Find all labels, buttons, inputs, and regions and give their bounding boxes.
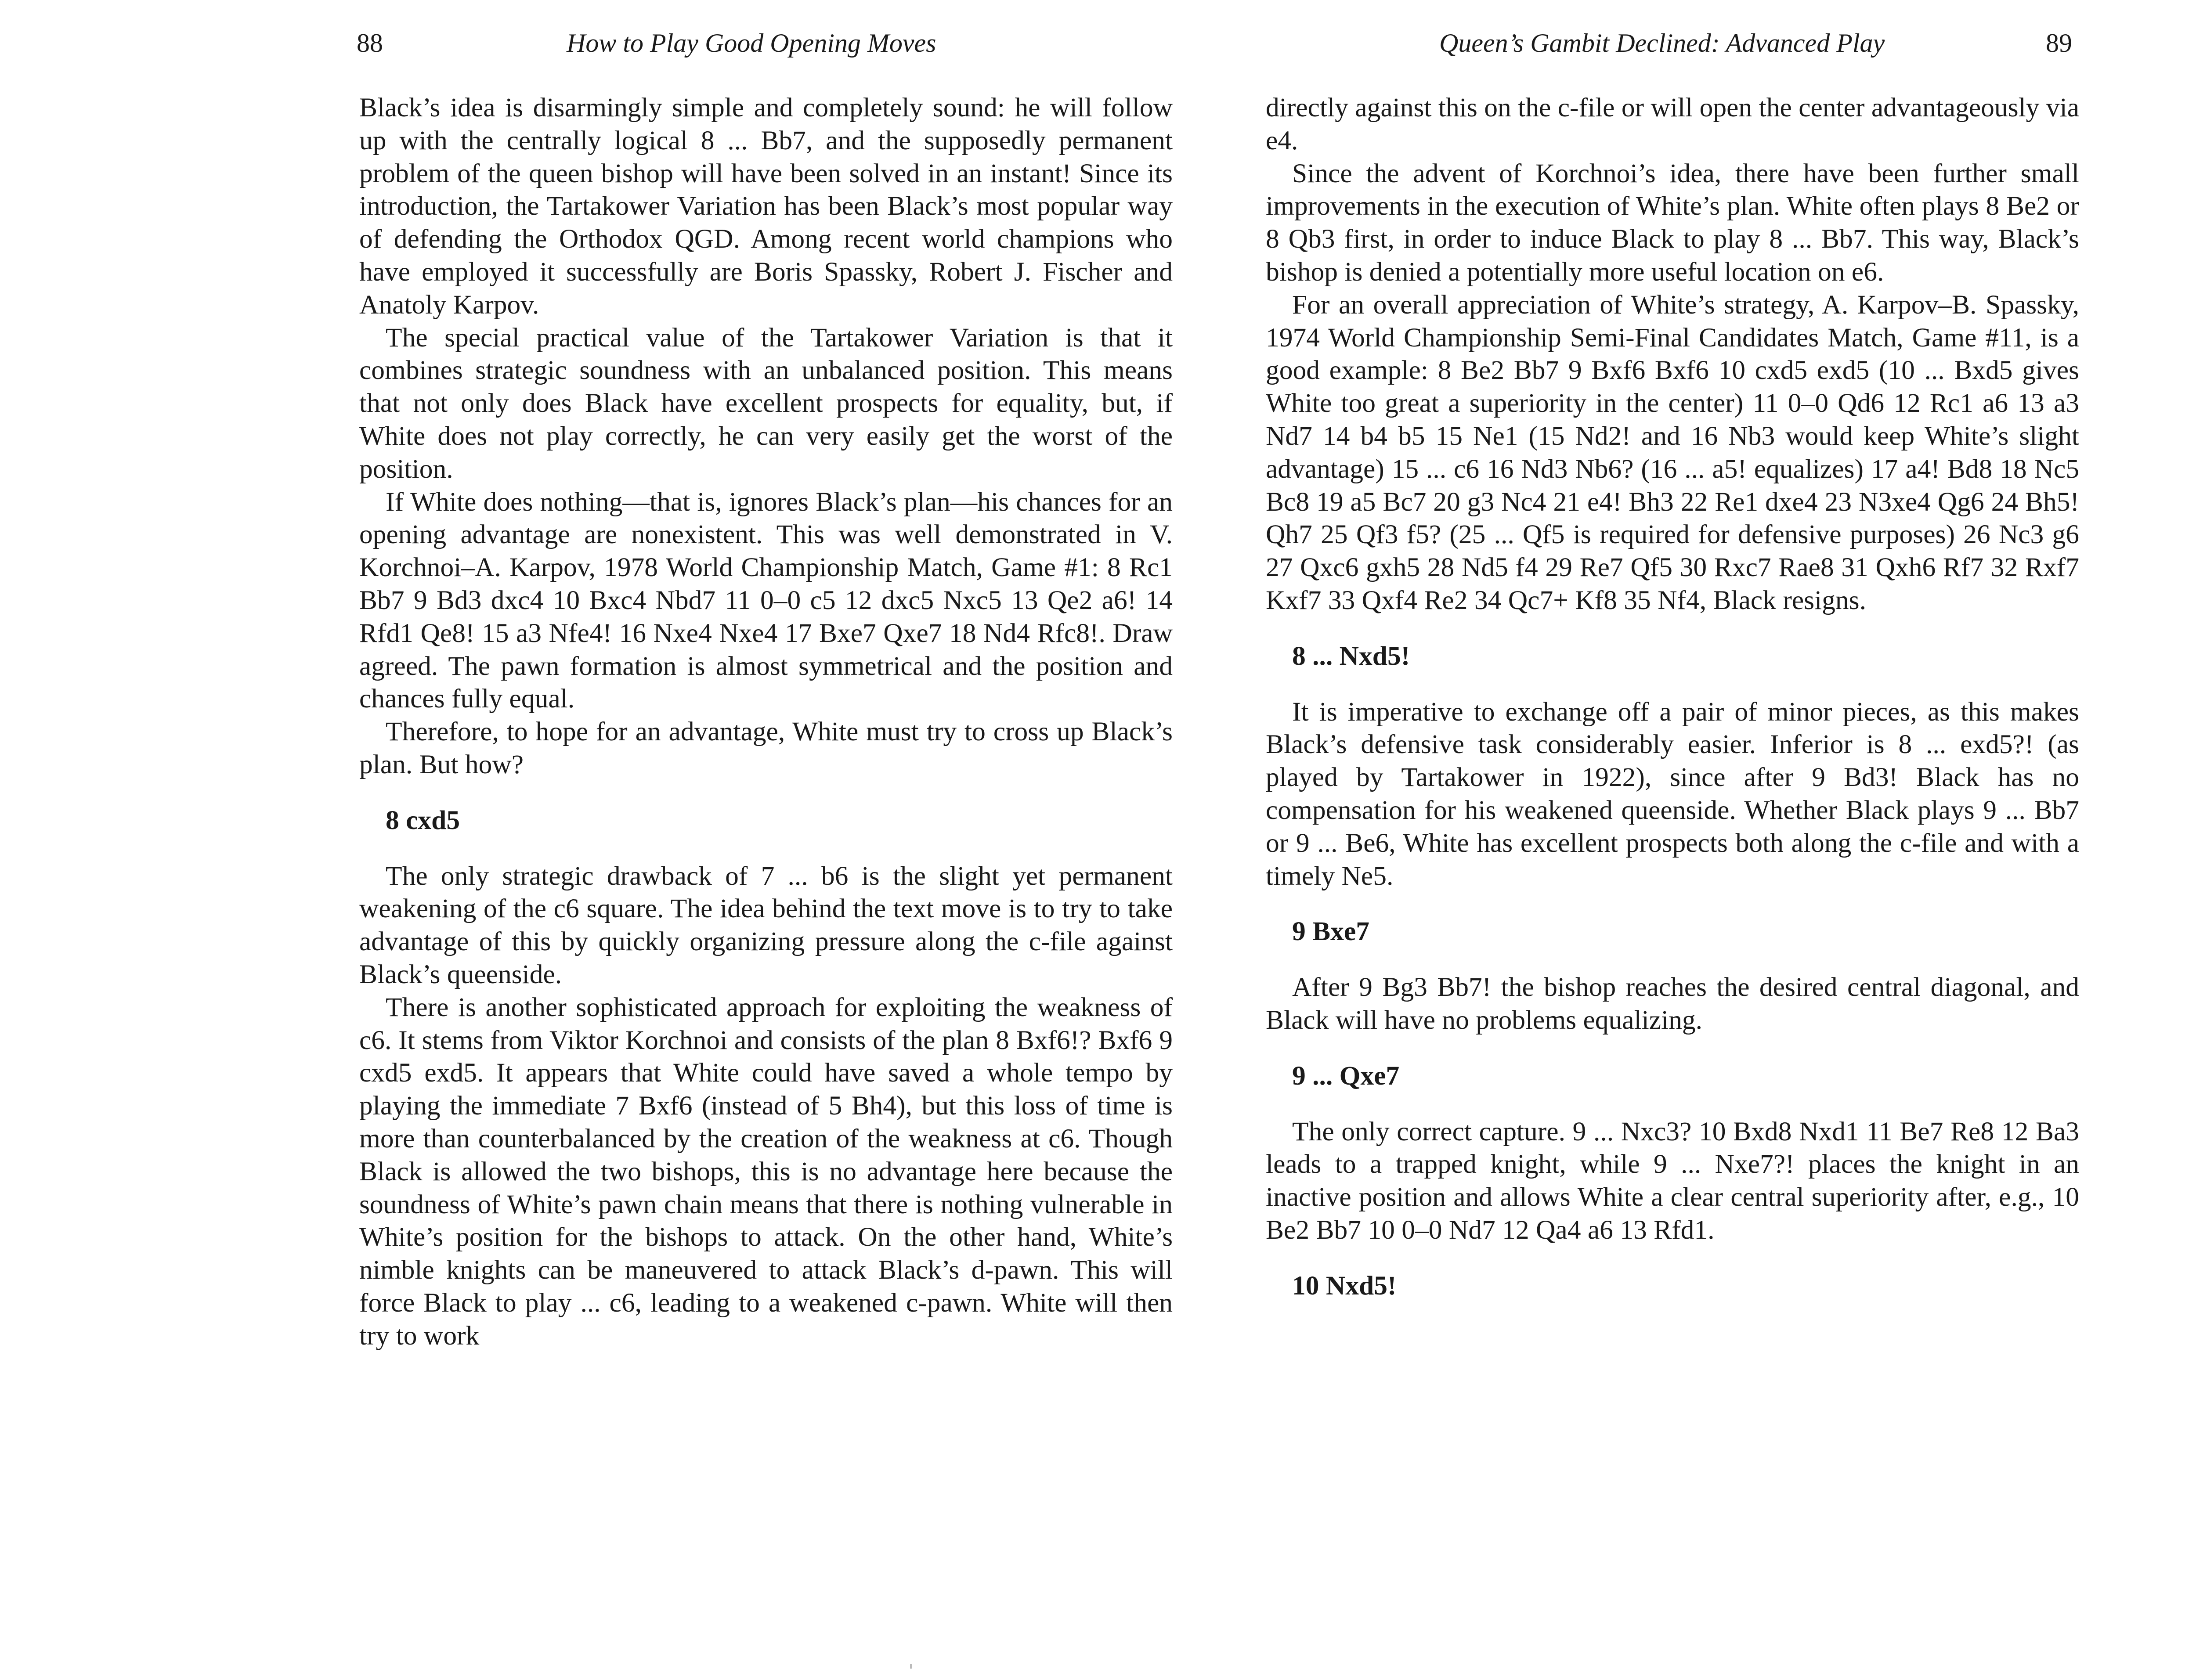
- paragraph: After 9 Bg3 Bb7! the bishop reaches the desired central diagonal, and Black will have no problems equalizing.: [1266, 972, 2079, 1035]
- page-number-right: 89: [2046, 29, 2072, 58]
- move-heading: 8 cxd5: [386, 805, 460, 835]
- right-body-text: [1266, 91, 2079, 1325]
- scan-speck: [910, 1664, 912, 1669]
- paragraph: The only strategic drawback of 7 ... b6 is the slight yet permanent weakening of the c6 square. The idea behind the text move is to try to take advantage of this by quickly organizing pressure along the c-file against Black’s queenside.: [359, 861, 1173, 989]
- move-heading: 9 Bxe7: [1292, 916, 1369, 947]
- page-number-left: 88: [357, 29, 383, 58]
- left-body-text: [359, 91, 1173, 1352]
- paragraph: For an overall appreciation of White’s strategy, A. Karpov–B. Spassky, 1974 World Championship Semi-Final Candidates Match, Game #11, is a good example: 8 Be2 Bb7 9 Bxf6 Bxf6 10 cxd5 exd5 (10 ... Bxd5 gives White too great a superiority in the center) 11 0–0 Qd6 12 Rc1 a6 13 a3 Nd7 14 b4 b5 15 Ne1 (15 Nd2! and 16 Nb3 would keep White’s slight advantage) 15 ... c6 16 Nd3 Nb6? (16 ... a5! equalizes) 17 a4! Bd8 18 Nc5 Bc8 19 a5 Bc7 20 g3 Nc4 21 e4! Bh3 22 Re1 dxe4 23 N3xe4 Qg6 24 Bh5! Qh7 25 Qf3 f5? (25 ... Qf5 is required for defensive purposes) 26 Nc3 g6 27 Qxc6 gxh5 28 Nd5 f4 29 Re7 Qf5 30 Rxc7 Rae8 31 Qxh6 Rf7 32 Rxf7 Kxf7 33 Qxf4 Re2 34 Qc7+ Kf8 35 Nf4, Black resigns.: [1266, 289, 2079, 615]
- paragraph: The only correct capture. 9 ... Nxc3? 10 Bxd8 Nxd1 11 Be7 Re8 12 Ba3 leads to a trapped knight, while 9 ... Nxe7?! places the knight in an inactive position and allows White a clear central superiority after, e.g., 10 Be2 Bb7 10 0–0 Nd7 12 Qa4 a6 13 Rfd1.: [1266, 1116, 2079, 1245]
- paragraph: directly against this on the c-file or will open the center advantageously via e4.: [1266, 93, 2079, 155]
- paragraph: Therefore, to hope for an advantage, White must try to cross up Black’s plan. But how?: [359, 717, 1173, 779]
- paragraph: There is another sophisticated approach for exploiting the weakness of c6. It stems from Viktor Korchnoi and consists of the plan 8 Bxf6!? Bxf6 9 cxd5 exd5. It appears that White could have saved a whole tempo by playing the immediate 7 Bxf6 (instead of 5 Bh4), but this loss of time is more than counterbalanced by the creation of the weakness at c6. Though Black is allowed the two bishops, this is no advantage here because the soundness of White’s pawn chain means that there is nothing vulnerable in White’s position for the bishops to attack. On the other hand, White’s nimble knights can be maneuvered to attack Black’s d-pawn. This will force Black to play ... c6, leading to a weakened c-pawn. White will then try to work: [359, 992, 1173, 1351]
- move-heading: 8 ... Nxd5!: [1292, 641, 1410, 671]
- running-head-left: How to Play Good Opening Moves: [567, 29, 936, 58]
- paragraph: Since the advent of Korchnoi’s idea, there have been further small improvements in the execution of White’s plan. White often plays 8 Be2 or 8 Qb3 first, in order to induce Black to play 8 ... Bb7. This way, Black’s bishop is denied a potentially more useful location on e6.: [1266, 158, 2079, 287]
- paragraph: If White does nothing—that is, ignores Black’s plan—his chances for an opening advantage are nonexistent. This was well demonstrated in V. Korchnoi–A. Karpov, 1978 World Championship Match, Game #1: 8 Rc1 Bb7 9 Bd3 dxc4 10 Bxc4 Nbd7 11 0–0 c5 12 dxc5 Nxc5 13 Qe2 a6! 14 Rfd1 Qe8! 15 a3 Nfe4! 16 Nxe4 Nxe4 17 Bxe7 Qxe7 18 Nd4 Rfc8!. Draw agreed. The pawn formation is almost symmetrical and the position and chances fully equal.: [359, 487, 1173, 714]
- paragraph: The special practical value of the Tartakower Variation is that it combines strategic soundness with an unbalanced position. This means that not only does Black have excellent prospects for equality, but, if White does not play correctly, he can very easily get the worst of the position.: [359, 322, 1173, 484]
- right-page: [1186, 0, 2196, 1680]
- move-heading: 10 Nxd5!: [1292, 1270, 1397, 1301]
- move-heading: 9 ... Qxe7: [1292, 1060, 1400, 1091]
- running-head-right: Queen’s Gambit Declined: Advanced Play: [1439, 29, 1885, 58]
- paragraph: Black’s idea is disarmingly simple and completely sound: he will follow up with the centrally logical 8 ... Bb7, and the supposedly permanent problem of the queen bishop will have been solved in an instant! Since its introduction, the Tartakower Variation has been Black’s most popular way of defending the Orthodox QGD. Among recent world champions who have employed it successfully are Boris Spassky, Robert J. Fischer and Anatoly Karpov.: [359, 93, 1173, 320]
- paragraph: It is imperative to exchange off a pair of minor pieces, as this makes Black’s defensive task considerably easier. Inferior is 8 ... exd5?! (as played by Tartakower in 1922), since after 9 Bd3! Black has no compensation for his weakened queenside. Whether Black plays 9 ... Bb7 or 9 ... Be6, White has excellent prospects both along the c-file and with a timely Ne5.: [1266, 696, 2079, 891]
